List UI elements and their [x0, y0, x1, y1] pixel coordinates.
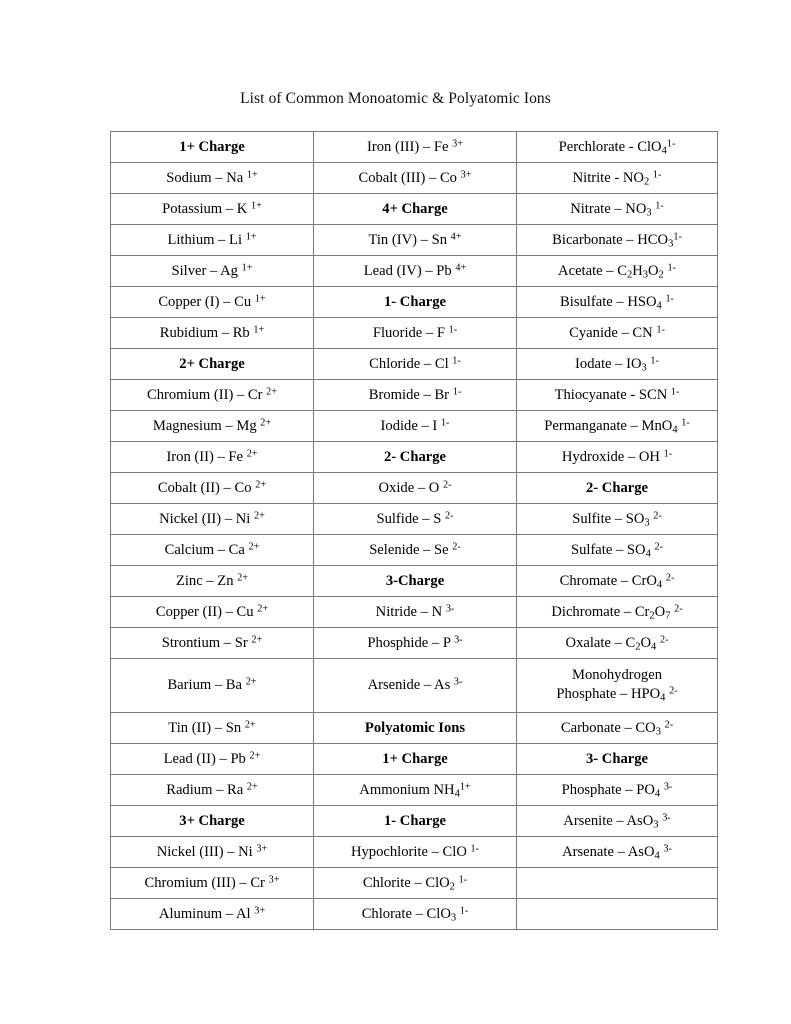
- cell-section-header: Polyatomic Ions: [314, 713, 517, 744]
- cell-charge-header: 3- Charge: [517, 744, 718, 775]
- formula-part: O: [654, 603, 666, 620]
- ion-charge: 3+: [452, 137, 463, 149]
- cell-empty: [517, 899, 718, 930]
- table-row: [111, 868, 718, 899]
- cell-ion: [517, 628, 718, 659]
- ion-label: Bicarbonate – HCO: [552, 231, 669, 248]
- cell-ion: [517, 806, 718, 837]
- cell-ion: [111, 442, 314, 473]
- ion-label: Lead (IV) – Pb: [363, 262, 452, 279]
- cell-ion: [111, 566, 314, 597]
- cell-ion: [111, 837, 314, 868]
- ion-label: Permanganate – MnO: [544, 417, 673, 434]
- ion-label: Potassium – K: [162, 200, 248, 217]
- cell-ion: [111, 597, 314, 628]
- cell-ion: [111, 535, 314, 566]
- ion-label: Phosphide – P: [367, 634, 451, 651]
- cell-charge-header: 1- Charge: [314, 287, 517, 318]
- formula-subscript: 3: [646, 207, 652, 219]
- ion-charge: 2-: [669, 685, 678, 697]
- cell-ion: [314, 318, 517, 349]
- table-row: [111, 535, 718, 566]
- ion-charge: 3-: [445, 602, 455, 614]
- cell-ion: [314, 256, 517, 287]
- ion-charge: 2-: [665, 571, 675, 583]
- cell-ion: [517, 132, 718, 163]
- ion-charge: 2+: [245, 676, 257, 688]
- formula-subscript: 2: [626, 269, 633, 281]
- ion-label: Cobalt (III) – Co: [358, 169, 457, 186]
- ion-charge: 2-: [659, 633, 669, 645]
- formula-subscript: 2: [658, 269, 664, 281]
- cell-ion: [111, 163, 314, 194]
- ion-charge: 2+: [260, 416, 272, 428]
- ion-charge: 2+: [266, 385, 278, 397]
- formula-part: H: [632, 262, 643, 279]
- cell-ion: [111, 194, 314, 225]
- ion-label: Lead (II) – Pb: [163, 750, 246, 767]
- ion-label: Copper (I) – Cu: [158, 293, 252, 310]
- ion-label: Fluoride – F: [372, 324, 445, 341]
- ion-label: Thiocyanate - SCN: [554, 386, 668, 403]
- cell-ion: [314, 504, 517, 535]
- cell-empty: [517, 868, 718, 899]
- ion-charge: 3-: [663, 842, 672, 854]
- ion-charge: 3+: [254, 904, 266, 916]
- cell-ion: [517, 775, 718, 806]
- cell-ion: [314, 775, 517, 806]
- cell-ion: [111, 775, 314, 806]
- ion-label: Nickel (II) – Ni: [159, 510, 251, 527]
- cell-ion: [517, 225, 718, 256]
- formula-subscript: 4: [660, 692, 666, 704]
- ion-label: Acetate – C: [558, 262, 627, 279]
- ion-charge: 1+: [245, 230, 257, 242]
- ion-charge: 2+: [244, 718, 256, 730]
- formula-subscript: 3: [641, 362, 647, 374]
- cell-ion: [517, 380, 718, 411]
- ion-label: Chlorite – ClO: [362, 874, 450, 891]
- ion-label: Perchlorate - ClO: [558, 138, 662, 155]
- ion-charge: 1-: [667, 261, 676, 273]
- cell-ion: [517, 597, 718, 628]
- ion-label: Iron (III) – Fe: [367, 138, 449, 155]
- cell-ion: [517, 256, 718, 287]
- ion-label: Oxide – O: [378, 479, 440, 496]
- ion-charge: 2-: [674, 602, 683, 614]
- formula-subscript: 7: [665, 610, 671, 622]
- table-row: [111, 713, 718, 744]
- formula-part: O: [640, 634, 652, 651]
- cell-ion: [517, 504, 718, 535]
- ion-label: Magnesium – Mg: [152, 417, 257, 434]
- ion-label: Hydroxide – OH: [561, 448, 660, 465]
- ion-charge: 2+: [253, 509, 265, 521]
- ion-label-line2: Phosphate – HPO: [556, 686, 661, 702]
- ion-label: Nitride – N: [375, 603, 443, 620]
- ion-label: Rubidium – Rb: [159, 324, 250, 341]
- formula-subscript: 4: [672, 424, 678, 436]
- ion-label: Arsenide – As: [367, 677, 451, 693]
- formula-subscript: 4: [656, 579, 663, 591]
- cell-ion: [111, 504, 314, 535]
- cell-ion: [111, 411, 314, 442]
- ion-label: Tin (IV) – Sn: [368, 231, 447, 248]
- ions-table-body: [111, 132, 718, 930]
- table-row: [111, 473, 718, 504]
- table-row: [111, 318, 718, 349]
- formula-subscript: 4: [651, 641, 657, 653]
- cell-charge-header: 4+ Charge: [314, 194, 517, 225]
- formula-subscript: 4: [656, 300, 662, 312]
- cell-ion: [517, 837, 718, 868]
- ion-charge: 2-: [445, 509, 454, 521]
- formula-subscript: 3: [644, 517, 650, 529]
- table-row: [111, 132, 718, 163]
- ion-charge: 1-: [458, 873, 468, 885]
- ion-charge: 1-: [681, 416, 690, 428]
- formula-subscript: 4: [454, 788, 460, 800]
- cell-charge-header: 3+ Charge: [111, 806, 314, 837]
- ion-label: Copper (II) – Cu: [155, 603, 254, 620]
- ion-label: Carbonate – CO: [560, 719, 656, 736]
- cell-ion: [517, 349, 718, 380]
- cell-ion: [314, 380, 517, 411]
- ion-label: Barium – Ba: [167, 677, 243, 693]
- formula-subscript: 4: [661, 145, 667, 157]
- ion-label: Arsenate – AsO: [562, 843, 655, 860]
- ion-charge: 1-: [663, 447, 673, 459]
- cell-ion: [314, 349, 517, 380]
- table-row: [111, 628, 718, 659]
- formula-subscript: 3: [642, 269, 648, 281]
- ion-label: Bisulfate – HSO: [560, 293, 657, 310]
- formula-subscript: 4: [645, 548, 651, 560]
- formula-subscript: 3: [450, 912, 457, 924]
- ion-charge: 3+: [460, 168, 472, 180]
- cell-ion: [314, 535, 517, 566]
- cell-ion: [111, 628, 314, 659]
- ions-table: [110, 131, 718, 930]
- ion-label: Chromium (III) – Cr: [144, 874, 265, 891]
- ion-charge: 2+: [251, 633, 263, 645]
- cell-charge-header: 1+ Charge: [111, 132, 314, 163]
- ion-charge: 3-: [663, 780, 673, 792]
- ion-charge: 2+: [255, 478, 267, 490]
- ion-charge: 1+: [459, 780, 471, 792]
- ion-label: Phosphate – PO: [561, 781, 655, 798]
- cell-ion: [111, 659, 314, 713]
- cell-charge-header: 1+ Charge: [314, 744, 517, 775]
- cell-ion: [517, 163, 718, 194]
- ion-label-line1: Monohydrogen: [572, 667, 662, 683]
- cell-ion: [314, 473, 517, 504]
- formula-part: O: [647, 262, 659, 279]
- ion-charge: 2+: [249, 749, 261, 761]
- cell-ion: [111, 287, 314, 318]
- ion-label: Cyanide – CN: [569, 324, 653, 341]
- ion-charge: 3-: [662, 811, 671, 823]
- ion-label: Chloride – Cl: [369, 355, 449, 372]
- ion-charge: 1+: [241, 261, 253, 273]
- cell-ion: [111, 744, 314, 775]
- ion-label: Iodide – I: [380, 417, 438, 434]
- ion-charge: 2-: [442, 478, 452, 490]
- formula-subscript: 3: [668, 238, 674, 250]
- cell-ion: [314, 837, 517, 868]
- ion-label: Strontium – Sr: [161, 634, 248, 651]
- ion-charge: 1-: [656, 323, 665, 335]
- cell-ion: [314, 411, 517, 442]
- ion-label: Chromate – CrO: [559, 572, 657, 589]
- cell-ion: [111, 318, 314, 349]
- table-row: [111, 744, 718, 775]
- ion-charge: 2+: [246, 780, 258, 792]
- cell-ion: [517, 535, 718, 566]
- cell-ion: [517, 659, 718, 713]
- cell-ion: [517, 713, 718, 744]
- ion-charge: 1-: [652, 168, 662, 180]
- ion-label: Arsenite – AsO: [563, 812, 654, 829]
- cell-charge-header: 2- Charge: [314, 442, 517, 473]
- cell-ion: [111, 713, 314, 744]
- ion-charge: 1-: [452, 385, 462, 397]
- page-title: List of Common Monoatomic & Polyatomic Ions: [240, 90, 551, 107]
- cell-ion: [517, 318, 718, 349]
- ion-label: Zinc – Zn: [175, 572, 234, 589]
- ion-charge: 2-: [664, 718, 674, 730]
- ion-label: Aluminum – Al: [158, 905, 251, 922]
- cell-ion: [517, 566, 718, 597]
- ion-charge: 3-: [453, 676, 463, 688]
- ion-label: Sulfate – SO: [570, 541, 646, 558]
- cell-ion: [111, 225, 314, 256]
- ion-charge: 2-: [654, 540, 663, 552]
- ion-charge: 1+: [253, 323, 265, 335]
- formula-subscript: 3: [655, 726, 661, 738]
- cell-ion: [314, 163, 517, 194]
- cell-ion: [111, 899, 314, 930]
- ion-charge: 1-: [665, 292, 674, 304]
- ion-charge: 1-: [650, 354, 659, 366]
- table-row: [111, 899, 718, 930]
- ion-charge: 3+: [268, 873, 280, 885]
- cell-ion: [517, 442, 718, 473]
- cell-ion: [111, 256, 314, 287]
- ion-charge: 4+: [455, 261, 467, 273]
- ion-charge: 1-: [459, 904, 469, 916]
- cell-ion: [314, 899, 517, 930]
- ion-charge: 1-: [470, 842, 480, 854]
- table-row: [111, 411, 718, 442]
- ion-charge: 2-: [452, 540, 461, 552]
- ion-charge: 2-: [653, 509, 662, 521]
- ion-label: Sulfite – SO: [572, 510, 645, 527]
- cell-ion: [517, 411, 718, 442]
- formula-subscript: 2: [649, 610, 655, 622]
- ion-charge: 3-: [454, 633, 463, 645]
- cell-charge-header: 3-Charge: [314, 566, 517, 597]
- ion-label: Chromium (II) – Cr: [146, 386, 263, 403]
- ion-label: Cobalt (II) – Co: [157, 479, 252, 496]
- table-row: [111, 659, 718, 713]
- cell-ion: [314, 628, 517, 659]
- formula-subscript: 4: [654, 788, 661, 800]
- formula-subscript: 2: [643, 176, 650, 188]
- ion-charge: 1-: [673, 230, 682, 242]
- table-row: [111, 256, 718, 287]
- ion-charge: 1+: [254, 292, 266, 304]
- ion-charge: 2+: [246, 447, 258, 459]
- ion-label: Iron (II) – Fe: [166, 448, 244, 465]
- ion-label: Sodium – Na: [166, 169, 244, 186]
- ion-charge: 1-: [452, 354, 461, 366]
- table-row: [111, 775, 718, 806]
- table-row: [111, 837, 718, 868]
- ion-charge: 1-: [448, 323, 458, 335]
- ion-charge: 1+: [246, 168, 258, 180]
- ion-label: Oxalate – C: [565, 634, 636, 651]
- ion-label: Iodate – IO: [575, 355, 642, 372]
- ion-charge: 1-: [670, 385, 680, 397]
- cell-charge-header: 2+ Charge: [111, 349, 314, 380]
- ion-charge: 2+: [248, 540, 260, 552]
- ion-label: Nitrate – NO: [570, 200, 647, 217]
- table-row: [111, 806, 718, 837]
- ion-charge: 4+: [450, 230, 462, 242]
- ion-label: Sulfide – S: [376, 510, 442, 527]
- ion-label: Ammonium NH: [359, 781, 455, 798]
- table-row: [111, 225, 718, 256]
- formula-subscript: 2: [635, 641, 641, 653]
- cell-ion: [314, 868, 517, 899]
- ion-label: Lithium – Li: [167, 231, 243, 248]
- formula-subscript: 2: [449, 881, 455, 893]
- ion-charge: 1-: [666, 137, 676, 149]
- cell-ion: [314, 659, 517, 713]
- ion-label: Radium – Ra: [166, 781, 244, 798]
- ion-charge: 2+: [257, 602, 269, 614]
- table-row: [111, 349, 718, 380]
- table-row: [111, 287, 718, 318]
- cell-ion: [111, 868, 314, 899]
- ion-charge: 1-: [440, 416, 450, 428]
- ion-label: Nitrite - NO: [572, 169, 644, 186]
- ion-charge: 1-: [655, 199, 664, 211]
- ion-label: Calcium – Ca: [164, 541, 245, 558]
- table-row: [111, 566, 718, 597]
- ion-label: Dichromate – Cr: [551, 603, 650, 620]
- cell-ion: [314, 597, 517, 628]
- ion-label: Chlorate – ClO: [361, 905, 451, 922]
- cell-ion: [111, 473, 314, 504]
- cell-ion: [517, 194, 718, 225]
- table-row: [111, 380, 718, 411]
- cell-ion: [314, 132, 517, 163]
- ion-label: Tin (II) – Sn: [168, 719, 242, 736]
- table-row: [111, 504, 718, 535]
- cell-ion: [517, 287, 718, 318]
- cell-charge-header: 1- Charge: [314, 806, 517, 837]
- formula-subscript: 4: [654, 850, 660, 862]
- ion-label: Silver – Ag: [171, 262, 238, 279]
- table-row: [111, 442, 718, 473]
- cell-ion: [314, 225, 517, 256]
- table-row: [111, 163, 718, 194]
- formula-subscript: 3: [653, 819, 659, 831]
- cell-charge-header: 2- Charge: [517, 473, 718, 504]
- table-row: [111, 194, 718, 225]
- ion-label: Selenide – Se: [369, 541, 449, 558]
- ion-charge: 2+: [237, 571, 249, 583]
- table-row: [111, 597, 718, 628]
- ion-label: Bromide – Br: [368, 386, 450, 403]
- ion-charge: 3+: [256, 842, 268, 854]
- cell-ion: [111, 380, 314, 411]
- ion-label: Nickel (III) – Ni: [156, 843, 253, 860]
- ion-label: Hypochlorite – ClO: [350, 843, 467, 860]
- ion-charge: 1+: [250, 199, 262, 211]
